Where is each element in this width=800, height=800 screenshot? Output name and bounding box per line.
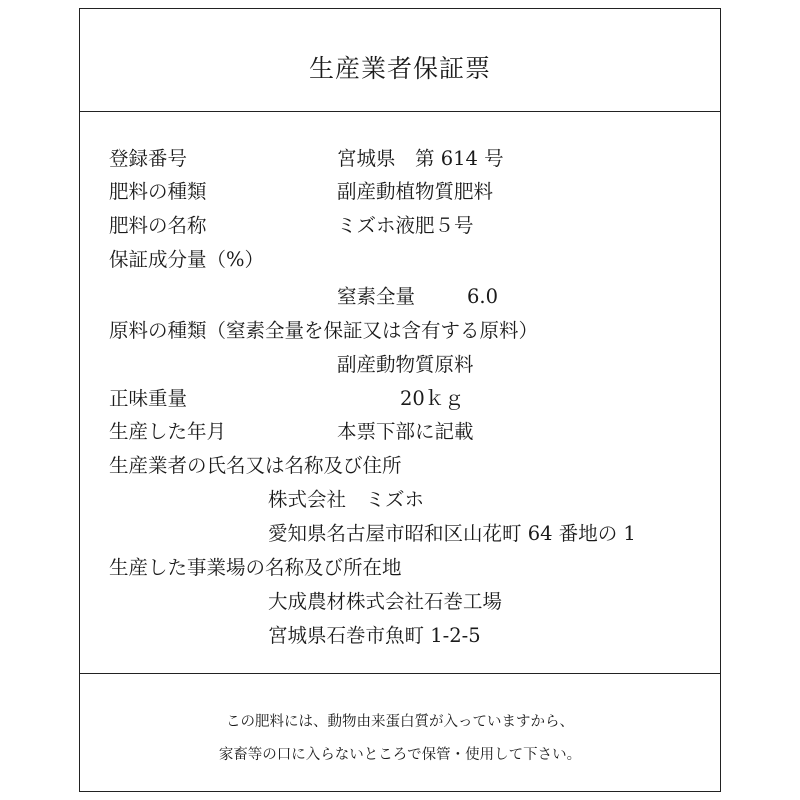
fertilizer-type-label: 肥料の種類 (109, 180, 207, 203)
notice-section (80, 674, 720, 791)
producer-address: 愛知県名古屋市昭和区山花町 64 番地の 1 (268, 522, 636, 545)
guarantee-certificate (79, 8, 721, 792)
production-date-label: 生産した年月 (109, 420, 227, 443)
title-section (80, 9, 720, 112)
guaranteed-components-label: 保証成分量（%） (109, 248, 265, 271)
net-weight-label: 正味重量 (109, 387, 188, 410)
registration-number-value: 宮城県 第 614 号 (337, 147, 504, 170)
plant-label: 生産した事業場の名称及び所在地 (109, 556, 402, 579)
producer-name: 株式会社 ミズホ (268, 488, 425, 511)
document-title: 生産業者保証票 (308, 54, 491, 83)
details-section (80, 112, 720, 674)
fertilizer-name-value: ミズホ液肥５号 (337, 214, 474, 237)
producer-label: 生産業者の氏名又は名称及び住所 (109, 454, 402, 477)
notice-line-1: この肥料には、動物由来蛋白質が入っていますから、 (226, 714, 574, 730)
plant-name: 大成農材株式会社石巻工場 (268, 590, 503, 613)
nitrogen-label: 窒素全量 (337, 285, 416, 308)
notice-line-2: 家畜等の口に入らないところで保管・使用して下さい。 (218, 747, 582, 763)
raw-material-label: 原料の種類（窒素全量を保証又は含有する原料） (109, 319, 539, 342)
fertilizer-type-value: 副産動植物質肥料 (337, 180, 494, 203)
fertilizer-name-label: 肥料の名称 (109, 214, 207, 237)
registration-number-label: 登録番号 (109, 147, 188, 170)
net-weight-value: 20ｋｇ (400, 387, 464, 410)
raw-material-value: 副産動物質原料 (337, 353, 474, 376)
nitrogen-value: 6.0 (467, 285, 499, 308)
plant-address: 宮城県石巻市魚町 1-2-5 (268, 624, 481, 647)
production-date-value: 本票下部に記載 (337, 420, 474, 443)
